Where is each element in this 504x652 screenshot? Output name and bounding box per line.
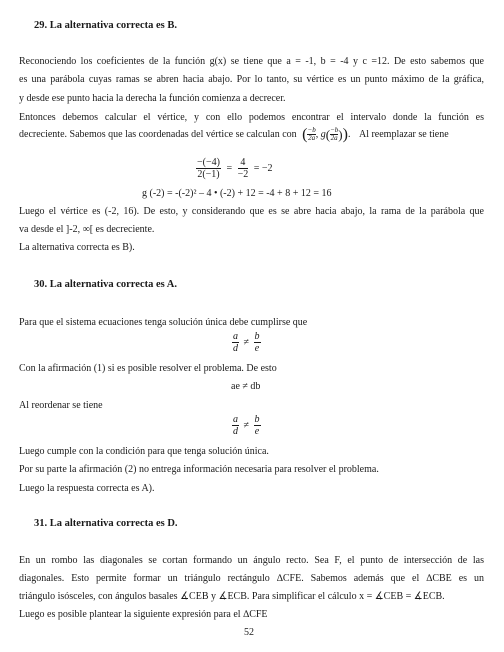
s29-line-2: es una parábola cuyas ramas se abren hacia abajo. Por lo tanto, su vértice es un punto máximo de la gráfica, bbox=[19, 74, 484, 85]
eq1-num: −(−4) bbox=[197, 157, 220, 168]
s31-line-4: Luego es posible plantear la siguiente expresión para el ∆CFE bbox=[19, 609, 268, 620]
equation-ae-neq-db: ae ≠ db bbox=[231, 381, 261, 392]
s30-line-1: Para que el sistema ecuaciones tenga solución única debe cumplirse que bbox=[19, 317, 308, 328]
s29-line-8: La alternativa correcta es B). bbox=[19, 242, 135, 253]
f1-b: b bbox=[254, 331, 260, 342]
f1-e: e bbox=[254, 343, 260, 354]
s29-line-5 bbox=[19, 127, 489, 149]
s30-line-2: Con la afirmación (1) si es posible resolver el problema. De esto bbox=[19, 363, 277, 374]
eq1-tail: = −2 bbox=[253, 163, 273, 174]
section-30-heading: 30. La alternativa correcta es A. bbox=[34, 279, 177, 290]
fraction-condition-2 bbox=[232, 414, 261, 437]
vertex-frac-den-1: 2a bbox=[308, 134, 316, 142]
s29-line-3: y desde ese punto hacia la derecha la función comienza a decrecer. bbox=[19, 93, 286, 104]
s30-line-3: Al reordenar se tiene bbox=[19, 400, 103, 411]
f1-neq: ≠ bbox=[243, 337, 249, 348]
fraction-condition-1 bbox=[232, 331, 261, 354]
equation-g-of-minus-2: g (-2) = -(-2)² – 4 • (-2) + 12 = -4 + 8 + 12 = 16 bbox=[142, 188, 332, 199]
f2-neq: ≠ bbox=[243, 420, 249, 431]
vertex-g: g bbox=[320, 128, 326, 140]
vertex-frac-den-2: 2a bbox=[330, 134, 338, 142]
s31-line-1: En un rombo las diagonales se cortan formando un ángulo recto. Sea F, el punto de intersección de las bbox=[19, 555, 484, 566]
section-29-heading: 29. La alternativa correcta es B. bbox=[34, 20, 177, 31]
s31-line-3: triángulo isósceles, con ángulos basales ∡CEB y ∡ECB. Para simplificar el cálculo x = ∡CEB = ∡ECB. bbox=[19, 591, 445, 602]
vertex-frac-num-1: −b bbox=[307, 126, 316, 134]
f1-a: a bbox=[233, 331, 238, 342]
f2-e: e bbox=[254, 426, 260, 437]
eq1-den: 2(−1) bbox=[197, 169, 220, 180]
vertex-frac-num-2: −b bbox=[330, 126, 339, 134]
s29-line-5-post: Al reemplazar se tiene bbox=[358, 129, 449, 140]
s30-line-4: Luego cumple con la condición para que tenga solución única. bbox=[19, 446, 269, 457]
eq1-equals: = bbox=[226, 163, 233, 174]
s29-line-6: Luego el vértice es (-2, 16). De esto, y considerando que es se abre hacia abajo, la rama de la parábola que bbox=[19, 206, 484, 217]
s30-line-6: Luego la respuesta correcta es A). bbox=[19, 483, 155, 494]
s29-line-5-pre: decreciente. Sabemos que las coordenadas del vértice se calculan con bbox=[19, 129, 297, 140]
f2-b: b bbox=[254, 414, 260, 425]
section-31-heading: 31. La alternativa correcta es D. bbox=[34, 518, 178, 529]
eq1-num2: 4 bbox=[238, 157, 249, 169]
f2-d: d bbox=[233, 426, 238, 437]
s29-line-7: va desde el ]-2, ∞[ es decreciente. bbox=[19, 224, 155, 235]
eq1-den2: −2 bbox=[237, 169, 249, 180]
f2-a: a bbox=[233, 414, 238, 425]
f1-d: d bbox=[233, 343, 238, 354]
s31-line-2: diagonales. Esto permite formar un triángulo rectángulo ∆CFE. Sabemos además que el ∆CBE es un bbox=[19, 573, 484, 584]
vertex-formula: ( $\frac{-b}{2a}$ , g( $\frac{-b}{2a}$ )). bbox=[302, 126, 351, 143]
s29-line-4: Entonces debemos calcular el vértice, y con ello podemos encontrar el intervalo donde la función es bbox=[19, 112, 484, 123]
equation-vertex-x bbox=[196, 157, 273, 180]
s30-line-5: Por su parte la afirmación (2) no entrega información necesaria para resolver el problema. bbox=[19, 464, 379, 475]
s29-line-1: Reconociendo los coeficientes de la función g(x) se tiene que a = -1, b = -4 y c =12. De esto sabemos que bbox=[19, 56, 484, 67]
page-number: 52 bbox=[244, 627, 254, 638]
